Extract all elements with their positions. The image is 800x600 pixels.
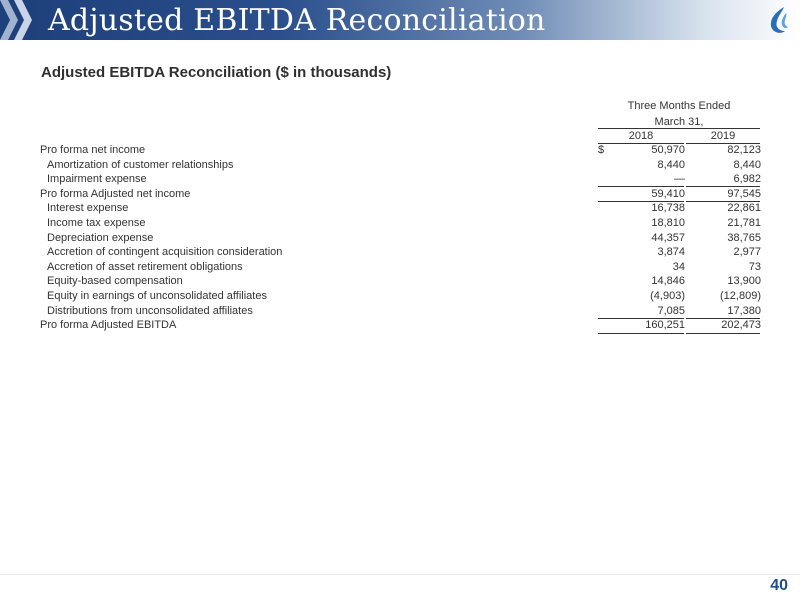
value-2018: 16,738	[651, 202, 685, 215]
value-2018: 8,440	[657, 158, 685, 171]
value-2018: 14,846	[651, 275, 685, 288]
value-2018: 44,357	[651, 231, 685, 244]
value-2018: 160,251	[645, 319, 685, 332]
value-2018: 7,085	[657, 304, 685, 317]
value-2019: 2,977	[733, 246, 761, 259]
value-2019: 38,765	[727, 231, 761, 244]
table-row	[0, 143, 800, 158]
row-label: Amortization of customer relationships	[47, 158, 234, 171]
flame-logo-icon	[762, 4, 794, 36]
table-row	[0, 231, 800, 246]
currency-symbol: $	[598, 144, 605, 156]
value-2019: 202,473	[721, 319, 761, 332]
year-2018-header: 2018	[628, 130, 654, 142]
value-2019: 17,380	[727, 304, 761, 317]
row-label: Impairment expense	[47, 173, 147, 186]
total-underline-2018	[598, 333, 684, 334]
total-rule-2019	[686, 318, 760, 319]
row-label: Accretion of asset retirement obligations	[47, 260, 243, 273]
row-label: Accretion of contingent acquisition consideration	[47, 246, 283, 259]
row-label: Equity in earnings of unconsolidated affiliates	[47, 289, 267, 302]
period-date: March 31,	[654, 116, 704, 128]
table-row	[0, 274, 800, 289]
value-2018: 34	[672, 260, 685, 273]
double-chevron-icon	[0, 0, 40, 40]
reconciliation-table	[0, 143, 800, 333]
total-rule-2018	[598, 318, 684, 319]
header-rule	[598, 128, 760, 129]
section-subtitle: Adjusted EBITDA Reconciliation ($ in thousands)	[41, 64, 392, 81]
row-label: Income tax expense	[47, 216, 146, 229]
value-2019: 8,440	[733, 158, 761, 171]
footer-divider	[0, 574, 800, 575]
table-row	[0, 304, 800, 319]
value-2019: 13,900	[727, 275, 761, 288]
value-2019: 82,123	[727, 144, 761, 156]
row-label: Distributions from unconsolidated affiliates	[47, 304, 253, 317]
value-2019: 21,781	[727, 216, 761, 229]
period-header: Three Months Ended	[627, 100, 731, 112]
table-row	[0, 187, 800, 202]
subtotal-underline-2019	[686, 201, 760, 202]
value-2018: 18,810	[651, 216, 685, 229]
table-row	[0, 289, 800, 304]
table-row	[0, 216, 800, 231]
value-2018: —	[674, 173, 685, 186]
row-label: Pro forma Adjusted EBITDA	[40, 319, 177, 332]
value-2018: 3,874	[657, 246, 685, 259]
header-banner	[0, 0, 800, 40]
value-2018: (4,903)	[650, 289, 685, 302]
table-row	[0, 158, 800, 173]
value-2019: 6,982	[733, 173, 761, 186]
value-2019: (12,809)	[720, 289, 761, 302]
row-label: Depreciation expense	[47, 231, 154, 244]
page-title: Adjusted EBITDA Reconciliation	[48, 3, 546, 38]
table-row	[0, 201, 800, 216]
table-row	[0, 260, 800, 275]
value-2018: 50,970	[651, 144, 685, 156]
page-number: 40	[770, 577, 788, 594]
row-label: Pro forma Adjusted net income	[40, 187, 191, 200]
value-2019: 97,545	[727, 187, 761, 200]
total-underline-2019	[686, 333, 760, 334]
row-label: Pro forma net income	[40, 144, 146, 156]
value-2019: 22,861	[727, 202, 761, 215]
table-row	[0, 172, 800, 187]
row-label: Equity-based compensation	[47, 275, 183, 288]
subtotal-rule-2018	[598, 186, 684, 187]
table-row	[0, 318, 800, 333]
year-2019-header: 2019	[710, 130, 736, 142]
row-label: Interest expense	[47, 202, 129, 215]
subtotal-rule-2019	[686, 186, 760, 187]
value-2019: 73	[748, 260, 761, 273]
subtotal-underline-2018	[598, 201, 684, 202]
value-2018: 59,410	[651, 187, 685, 200]
table-row	[0, 245, 800, 260]
